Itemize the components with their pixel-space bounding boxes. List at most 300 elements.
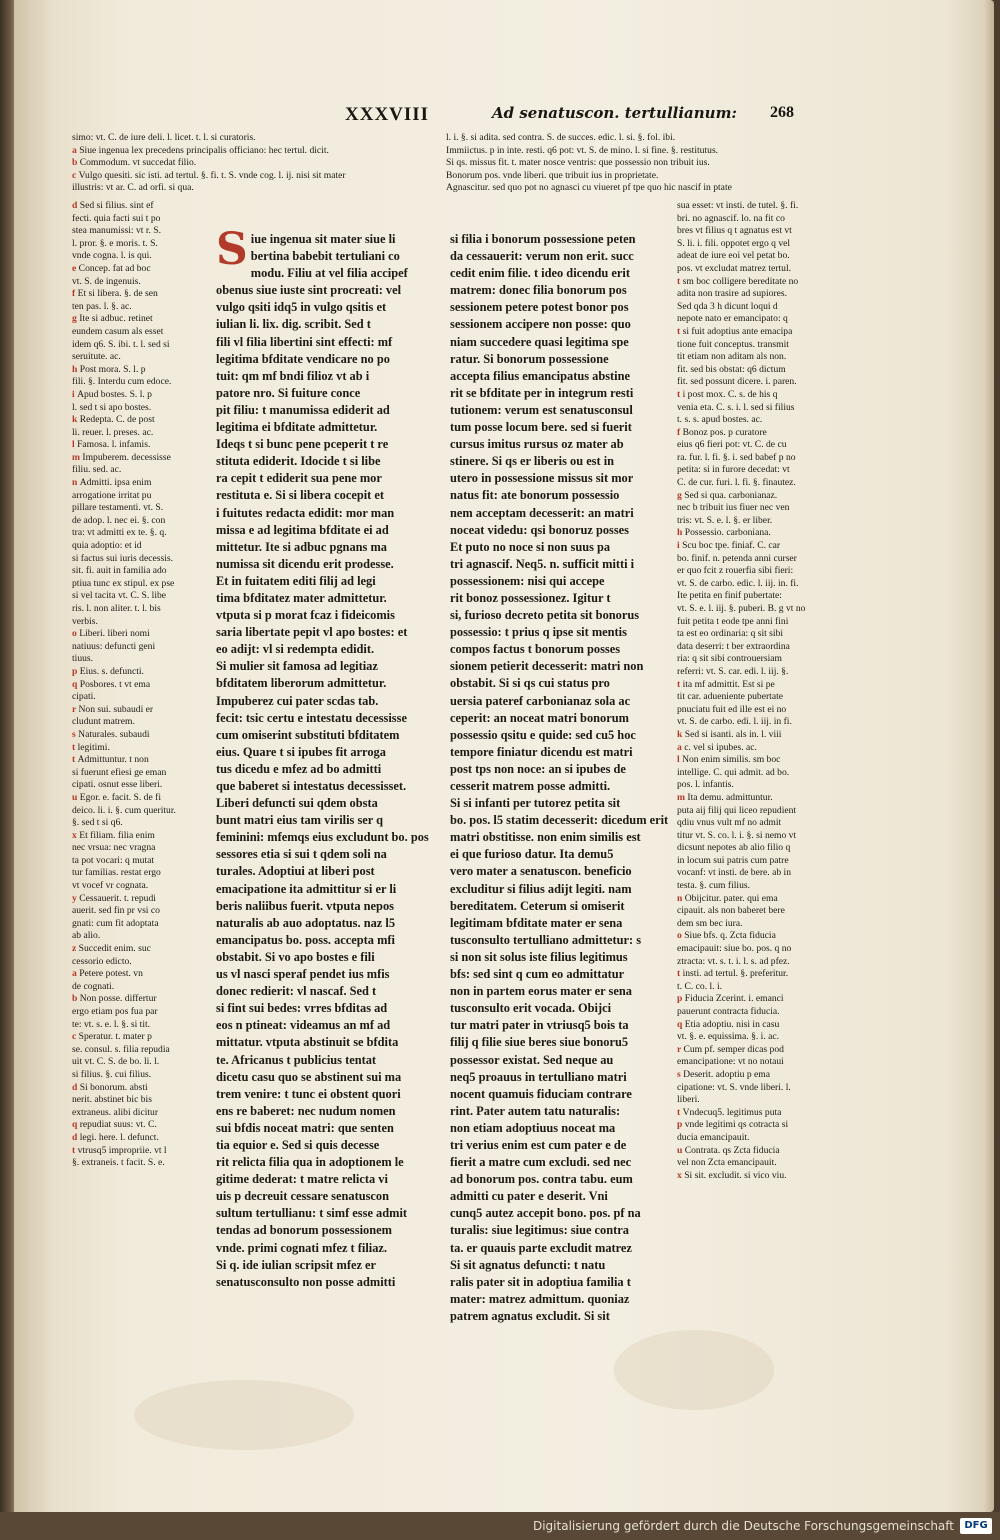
margin-gloss-line: a Petere potest. vn [72, 968, 143, 980]
gloss-marker: f [72, 288, 78, 300]
text-line: Ideqs t si bunc pene pceperit t re [216, 437, 389, 452]
margin-gloss-line: de cognati. [72, 980, 115, 992]
margin-gloss-line: t. s. s. apud bostes. ac. [677, 414, 763, 426]
margin-gloss-line: p Eius. s. defuncti. [72, 665, 144, 677]
gloss-marker: n [677, 892, 685, 904]
text-line: gitime dederat: t matre relicta vi [216, 1172, 388, 1187]
page-header [0, 104, 1000, 134]
margin-gloss-line: ria: q sit sibi controuersiam [677, 653, 782, 665]
text-line: ceperit: an noceat matri bonorum [450, 710, 629, 725]
gloss-marker: t [72, 741, 78, 753]
margin-gloss-line: fuit petita t eode tpe anni fini [677, 615, 789, 627]
gloss-marker: a [72, 144, 80, 156]
margin-gloss-line: l. pror. §. e moris. t. S. [72, 237, 158, 249]
page-number: 268 [770, 104, 794, 121]
text-line: tusconsulto tertulliano admittetur: s [450, 932, 642, 947]
gloss-line: b Commodum. vt succedat filio. [72, 157, 197, 169]
margin-gloss-line: fit. sed possunt dicere. i. paren. [677, 376, 797, 388]
text-line: matrem: donec filia bonorum pos [450, 283, 627, 298]
margin-gloss-line: l Non enim similis. sm boc [677, 754, 781, 766]
margin-gloss-line: testa. §. cum filius. [677, 880, 751, 892]
margin-gloss-line: titur vt. S. co. l. i. §. si nemo vt [677, 829, 797, 841]
text-line: si, furioso decreto petita sit bonorus [450, 608, 640, 623]
text-line: da cessauerit: verum non erit. succ [450, 249, 634, 264]
margin-gloss-line: §. sed t si q6. [72, 817, 123, 829]
text-line: tus dicedu e mfez ad bo admitti [216, 761, 382, 776]
margin-gloss-line: fili. §. Interdu cum edoce. [72, 376, 172, 388]
text-line: ad bonorum pos. contra tabu. eum [450, 1172, 633, 1187]
gloss-marker: s [677, 1068, 684, 1080]
text-line: possessionem: nisi qui accepe [450, 573, 605, 588]
margin-gloss-line: tra: vt admitti ex te. §. q. [72, 527, 167, 539]
right-margin-gloss [677, 200, 835, 1182]
gloss-marker: q [72, 1119, 80, 1131]
text-line: pit filiu: t manumissa ediderit ad [216, 402, 390, 417]
margin-gloss-line: tione fuit conceptus. transmit [677, 338, 789, 350]
margin-gloss-line: l Famosa. l. infamis. [72, 439, 151, 451]
margin-gloss-line: arrogatione irritat pu [72, 489, 152, 501]
margin-gloss-line: pillare testamenti. vt. S. [72, 502, 164, 514]
margin-gloss-line: ptiua tunc ex stipul. ex pse [72, 577, 175, 589]
margin-gloss-line: f Bonoz pos. p curatore [677, 426, 767, 438]
margin-gloss-line: de adop. l. nec ei. §. con [72, 514, 166, 526]
text-line: beris naliibus fuerit. vtputa nepos [216, 898, 394, 913]
margin-gloss-line: dicsunt nepotes ab alio filio q [677, 842, 791, 854]
text-line: ens re baberet: nec nudum nomen [216, 1103, 396, 1118]
margin-gloss-line: vt. §. e. equissima. §. i. ac. [677, 1031, 780, 1043]
gloss-marker: p [677, 993, 685, 1005]
margin-gloss-line: t Admittuntur. t non [72, 754, 149, 766]
text-line: rint. Pater autem tatu naturalis: [450, 1103, 621, 1118]
margin-gloss-line: d Si bonorum. absti [72, 1081, 148, 1093]
text-line: tuit: qm mf bndi filioz vt ab i [216, 368, 370, 383]
gloss-line: Immiictus. p in inte. resti. q6 pot: vt. S. de mino. l. si fine. §. restitutus. [446, 144, 719, 156]
text-line: nem acceptam decesserit: an matri [450, 505, 634, 520]
text-line: si fint sui bedes: vrres bfditas ad [216, 1001, 388, 1016]
text-line: cesserit matrem posse admitti. [450, 779, 611, 793]
gloss-marker: h [677, 527, 685, 539]
margin-gloss-line: si filius. §. cui filius. [72, 1068, 152, 1080]
text-line: tusconsulto erit vocada. Obijci [450, 1001, 612, 1016]
margin-gloss-line: ztracta: vt. s. t. i. l. s. ad pfez. [677, 955, 790, 967]
margin-gloss-line: cludunt matrem. [72, 716, 135, 728]
margin-gloss-line: t Vndecuq5. legitimus puta [677, 1106, 782, 1118]
text-line: tutionem: verum est senatusconsul [450, 402, 633, 417]
margin-gloss-line: ta pot vocari: q mutat [72, 854, 155, 866]
text-line: Liberi defuncti sui qdem obsta [216, 796, 378, 811]
text-line: non etiam adoptiuus noceat ma [450, 1120, 616, 1135]
text-line: accepta filius emancipatus abstine [450, 368, 631, 383]
margin-gloss-line: ergo etiam pos fua par [72, 1006, 158, 1017]
top-right-gloss [446, 132, 836, 195]
gloss-line: illustris: vt ar. C. ad orfi. si qua. [72, 182, 194, 194]
text-line: cedit enim filie. t ideo dicendu erit [450, 266, 630, 281]
margin-gloss-line: t sm boc colligere bereditate no [677, 275, 799, 287]
margin-gloss-line: e Concep. fat ad boc [72, 262, 151, 274]
margin-gloss-line: eius q6 fieri pot: vt. C. de cu [677, 439, 787, 451]
text-line: tia equior e. Sed si quis decesse [216, 1137, 380, 1152]
text-line: que baberet si intestatus decessisset. [216, 779, 407, 793]
margin-gloss-line: se. consul. s. filia repudia [72, 1043, 170, 1055]
main-text-column-right [450, 231, 672, 1325]
text-line: iue ingenua sit mater siue li [250, 232, 396, 246]
text-line: naturalis ab auo adoptatus. naz l5 [216, 915, 396, 930]
margin-gloss-line: tit etiam non aditam als non. [677, 351, 787, 363]
margin-gloss-line: vel non Zcta emancipauit. [677, 1157, 777, 1169]
text-line: legitimam bfditate mater er sena [450, 915, 623, 930]
text-line: admitti cu pater e deserit. Vni [450, 1189, 608, 1204]
margin-gloss-line: r Non sui. subaudi er [72, 703, 154, 715]
margin-gloss-line: pos. l. infantis. [677, 779, 734, 791]
text-line: sessionem petere potest bonor pos [450, 300, 629, 315]
text-line: rit bonoz possessionez. Igitur t [450, 590, 611, 605]
margin-gloss-line: li. reuer. l. preses. ac. [72, 426, 154, 438]
text-line: bfditatem liberorum admittetur. [216, 676, 387, 691]
text-line: bunt matri eius tam virilis ser q [216, 813, 384, 828]
margin-gloss-line: m Ita demu. admittuntur. [677, 791, 773, 803]
text-line: us vl nasci speraf pendet ius mfis [216, 967, 390, 982]
text-line: obenus siue iuste sint procreati: vel [216, 283, 402, 298]
margin-gloss-line: h Post mora. S. l. p [72, 363, 146, 375]
left-margin-gloss [72, 200, 202, 1170]
gloss-marker: p [677, 1119, 685, 1131]
text-line: rit relicta filia qua in adoptionem le [216, 1155, 404, 1170]
gloss-marker: q [677, 1018, 685, 1030]
margin-gloss-line: vt. S. de carbo. edic. l. iij. in. fi. [677, 577, 799, 589]
margin-gloss-line: tit car. adueniente pubertate [677, 691, 784, 703]
gloss-line: Bonorum pos. vnde liberi. que tribuit ius in proprietate. [446, 169, 659, 181]
text-line: trem venire: t tunc ei obstent quori [216, 1086, 401, 1101]
gloss-marker: s [72, 728, 79, 740]
margin-gloss-line: si vel tacita vt. C. S. libe [72, 590, 167, 602]
margin-gloss-line: vocanf: vt insti. de bere. ab in [677, 867, 792, 879]
paper-stain [134, 1380, 354, 1450]
margin-gloss-line: cessorio edicto. [72, 955, 132, 967]
margin-gloss-line: ris. l. non aliter. t. l. bis [72, 603, 161, 614]
gloss-line: l. i. §. si adita. sed contra. S. de succes. edic. l. si. §. fol. ibi. [446, 132, 676, 143]
margin-gloss-line: liberi. [677, 1094, 700, 1106]
text-line: niam succedere quasi legitima spe [450, 334, 629, 349]
text-line: donec redierit: vl nascaf. Sed t [216, 984, 377, 999]
gloss-marker: n [72, 477, 80, 489]
margin-gloss-line: l. sed t si apo bostes. [72, 401, 152, 413]
margin-gloss-line: k Sed si isanti. als in. l. viii [677, 728, 782, 740]
margin-gloss-line: o Siue bfs. q. Zcta fiducia [677, 930, 776, 942]
gloss-marker: p [72, 665, 80, 677]
margin-gloss-line: a c. vel si ipubes. ac. [677, 741, 757, 753]
margin-gloss-line: puta aij filij qui liceo repudient [677, 804, 797, 816]
gloss-marker: t [677, 388, 683, 400]
margin-gloss-line: adita non trasire ad supiores. [677, 288, 788, 300]
gloss-marker: r [677, 1043, 684, 1055]
gloss-marker: z [72, 943, 79, 955]
text-line: cursus imitus rursus oz mater ab [450, 437, 624, 452]
margin-gloss-line: quia adoptio: et id [72, 540, 142, 552]
text-line: vero mater a senatuscon. beneficio [450, 864, 632, 879]
text-line: obstabit. Si vo apo bostes e fili [216, 949, 375, 964]
margin-gloss-line: cipauit. als non baberet bere [677, 905, 785, 917]
margin-gloss-line: q repudiat suus: vt. C. [72, 1119, 157, 1131]
margin-gloss-line: t legitimi. [72, 741, 110, 753]
margin-gloss-line: nec b tribuit ius fiuer nec ven [677, 502, 790, 514]
text-line: fierit a matre cum excludi. sed nec [450, 1155, 632, 1170]
margin-gloss-line: x Si sit. excludit. si vico viu. [677, 1169, 787, 1181]
gloss-marker: k [72, 414, 80, 426]
gloss-marker: e [72, 262, 79, 274]
margin-gloss-line: tiuus. [72, 653, 94, 665]
margin-gloss-line: extraneus. alibi dicitur [72, 1106, 159, 1118]
margin-gloss-line: ducia emancipauit. [677, 1131, 750, 1143]
gloss-marker: u [677, 1144, 685, 1156]
gloss-line: a Siue ingenua lex precedens principalis officiano: hec tertul. dicit. [72, 144, 329, 156]
text-line: eo adijt: vl si redempta edidit. [216, 642, 375, 657]
margin-gloss-line: te: vt. s. e. l. §. si tit. [72, 1018, 151, 1030]
text-line: bertina babebit tertuliani co [250, 249, 400, 264]
margin-gloss-line: o Liberi. liberi nomi [72, 628, 150, 640]
margin-gloss-line: d legi. here. l. defunct. [72, 1131, 159, 1143]
margin-gloss-line: t i post mox. C. s. de his q [677, 388, 778, 400]
gloss-marker: l [72, 439, 78, 451]
text-line: tima bfditatez mater admittetur. [216, 590, 387, 605]
margin-gloss-line: vt. S. e. l. iij. §. puberi. B. g vt no [677, 603, 806, 614]
text-line: tum posse locum bere. sed si fuerit [450, 420, 632, 435]
margin-gloss-line: bres vt filius q t agnatus est vt [677, 225, 792, 237]
gloss-marker: d [72, 200, 80, 211]
text-line: tempore finiatur dicendu est matri [450, 744, 633, 759]
text-line: turalis: siue legitimus: siue contra [450, 1223, 629, 1238]
margin-gloss-line: b Non posse. differtur [72, 993, 157, 1005]
gloss-marker: i [677, 540, 683, 552]
margin-gloss-line: natiuus: defuncti geni [72, 640, 156, 652]
margin-gloss-line: vt vocef vr cognata. [72, 880, 149, 892]
margin-gloss-line: t ita mf admittit. Est si pe [677, 678, 775, 690]
text-line: mittatur. vtputa abstinuit se bfdita [216, 1035, 399, 1050]
gloss-marker: y [72, 892, 80, 904]
text-line: te. Africanus t publicius tentat [216, 1052, 377, 1067]
margin-gloss-line: S. li. i. fili. oppotet ergo q vel [677, 237, 791, 249]
margin-gloss-line: venia eta. C. s. i. l. sed si filius [677, 401, 795, 413]
text-line: emancipatus bo. poss. accepta mfi [216, 932, 395, 947]
text-line: compos factus t bonorum posses [450, 642, 621, 657]
margin-gloss-line: pauerunt contracta fiducia. [677, 1006, 780, 1017]
gloss-marker: g [677, 489, 685, 501]
margin-gloss-line: cipati. osnut esse liberi. [72, 779, 163, 791]
margin-gloss-line: pnuciatu fuit ed ille est ei no [677, 703, 787, 715]
margin-gloss-line: dem sm bec iura. [677, 917, 743, 929]
margin-gloss-line: seruitute. ac. [72, 351, 121, 363]
margin-gloss-line: f Et si libera. §. de sen [72, 288, 158, 300]
text-line: neq5 proauus in tertulliano matri [450, 1069, 627, 1084]
margin-gloss-line: ab alio. [72, 930, 101, 942]
gloss-marker: b [72, 993, 80, 1005]
text-line: vtputa si p morat fcaz i fideicomis [216, 608, 395, 623]
text-line: fecit: tsic certu e intestatu decessisse [216, 710, 407, 725]
margin-gloss-line: gnati: cum fit adoptata [72, 917, 159, 929]
text-line: Et in fuitatem editi filij ad legi [216, 573, 376, 588]
gloss-marker: a [72, 968, 80, 980]
text-line: sessionem accipere non posse: quo [450, 317, 631, 332]
text-line: excluditur si filius adijt legiti. nam [450, 881, 632, 896]
text-line: sui bfdis noceat matri: que senten [216, 1120, 394, 1135]
margin-gloss-line: auerit. sed fin pr vsi co [72, 905, 160, 917]
margin-gloss-line: s Deserit. adoptiu p ema [677, 1068, 770, 1080]
text-line: eos n ptineat: videamus an mf ad [216, 1018, 391, 1033]
text-line: tur matri pater in vtriusq5 bois ta [450, 1018, 629, 1033]
margin-gloss-line: p Fiducia Zcerint. i. emanci [677, 993, 784, 1005]
text-line: restituta e. Si si libera cocepit et [216, 488, 385, 503]
margin-gloss-line: Ite petita en finif pubertate: [677, 590, 782, 602]
text-line: mater: matrez admittum. quoniaz [450, 1291, 630, 1306]
margin-gloss-line: z Succedit enim. suc [72, 943, 151, 955]
text-line: bo. pos. l5 statim decesserit: dicedum erit [450, 813, 669, 828]
text-line: ra cepit t ediderit sua pene mor [216, 471, 382, 486]
text-line: vnde. primi cognati mfez t filiaz. [216, 1240, 388, 1255]
margin-gloss-line: nepote nato er emancipato: q [677, 313, 788, 325]
gloss-marker: a [677, 741, 685, 753]
text-line: modu. Filiu at vel filia accipef [250, 266, 408, 281]
gloss-marker: c [72, 169, 79, 181]
gloss-marker: m [72, 451, 83, 463]
text-line: si non sit solus iste filius legitimus [450, 949, 628, 964]
margin-gloss-line: d Sed si filius. sint ef [72, 200, 154, 211]
gloss-marker: t [677, 968, 683, 980]
text-line: turales. Adoptiui at liberi post [216, 864, 375, 879]
text-line: senatusconsulto non posse admitti [216, 1274, 396, 1289]
text-line: possessor existat. Sed neque au [450, 1052, 614, 1067]
margin-gloss-line: cipati. [72, 691, 96, 703]
margin-gloss-line: ra. fur. l. fi. §. i. sed babef p no [677, 451, 796, 463]
margin-gloss-line: g Ite si adbuc. retinet [72, 313, 153, 325]
text-line: bereditatem. Ceterum si omiserit [450, 898, 625, 913]
gloss-marker: q [72, 678, 80, 690]
text-line: obstabit. Si si qs cui status pro [450, 676, 610, 691]
text-line: nocent quamuis fiduciam contrare [450, 1086, 632, 1101]
text-line: legitima ei bfditate admittetur. [216, 420, 378, 435]
margin-gloss-line: q Etia adoptiu. nisi in casu [677, 1018, 780, 1030]
text-line: bfs: sed sint q cum eo admittatur [450, 967, 625, 982]
margin-gloss-line: t insti. ad tertul. §. preferitur. [677, 968, 789, 980]
text-line: ralis pater sit in adoptiua familia t [450, 1274, 631, 1289]
text-line: post tps non noce: an si ipubes de [450, 761, 626, 776]
text-line: Impuberez cui pater scdas tab. [216, 693, 379, 708]
margin-gloss-line: C. de cur. furi. l. fi. §. finautez. [677, 477, 796, 489]
text-line: Si mulier sit famosa ad legitiaz [216, 659, 378, 674]
margin-gloss-line: tur familias. restat ergo [72, 867, 161, 879]
gloss-marker: g [72, 313, 80, 325]
page-edge [984, 0, 994, 1512]
text-line: patrem agnatus excludit. Si sit [450, 1308, 610, 1323]
margin-gloss-line: ta est eo ordinaria: q sit sibi [677, 628, 784, 640]
margin-gloss-line: vt. S. de carbo. edi. l. iij. in fi. [677, 716, 792, 728]
text-line: tri verius enim est cum pater e de [450, 1137, 627, 1152]
gloss-marker: c [72, 1031, 79, 1043]
gloss-marker: t [72, 1144, 78, 1156]
margin-gloss-line: y Cessauerit. t. repudi [72, 892, 156, 904]
margin-gloss-line: er quo fcit z rouerfia sibi fieri: [677, 565, 794, 577]
decorated-initial: S [216, 224, 248, 275]
margin-gloss-line: sua esset: vt insti. de tutel. §. fi. [677, 200, 799, 211]
margin-gloss-line: referri: vt. S. car. edi. l. iij. §. [677, 665, 789, 677]
text-line: stituta ediderit. Idocide t si libe [216, 454, 381, 469]
gloss-marker: d [72, 1131, 80, 1143]
text-line: tendas ad bonorum possessionem [216, 1223, 392, 1238]
margin-gloss-line: s Naturales. subaudi [72, 728, 150, 740]
margin-gloss-line: k Redepta. C. de post [72, 414, 155, 426]
running-title: Ad senatuscon. tertullianum: [492, 104, 737, 122]
gloss-marker: h [72, 363, 80, 375]
gloss-marker: t [677, 325, 683, 337]
margin-gloss-line: cipatione: vt. S. vnde liberi. l. [677, 1081, 791, 1093]
text-line: Si sit agnatus defuncti: t natu [450, 1257, 606, 1272]
margin-gloss-line: emacipauit: siue bo. pos. q no [677, 943, 792, 955]
margin-gloss-line: data deserri: t ber extraordina [677, 640, 790, 652]
margin-gloss-line: i Apud bostes. S. l. p [72, 388, 152, 400]
margin-gloss-line: filiu. sed. ac. [72, 464, 122, 476]
main-text-column-left [216, 224, 432, 1291]
text-line: utero in possessione missus sit mor [450, 471, 634, 486]
margin-gloss-line: c Speratur. t. mater p [72, 1031, 152, 1043]
text-line: numissa sit dicendu erit prodesse. [216, 556, 394, 571]
text-line: missa e ad legitima bfditate ei ad [216, 522, 389, 537]
margin-gloss-line: verbis. [72, 615, 98, 627]
gloss-marker: k [677, 728, 685, 740]
margin-gloss-line: uit vt. C. S. de bo. li. l. [72, 1056, 160, 1068]
margin-gloss-line: n Obijcitur. pater. qui ema [677, 892, 778, 904]
margin-gloss-line: i Scu boc tpe. finiaf. C. car [677, 540, 781, 552]
text-line: sionem petierit decesserit: matri non [450, 659, 644, 674]
margin-gloss-line: intellige. C. qui admit. ad bo. [677, 766, 790, 778]
margin-gloss-line: adeat de iure eoi vel petat bo. [677, 250, 790, 262]
margin-gloss-line: petita: si in furore decedat: vt [677, 464, 790, 476]
text-line: non in partem eorus mater er sena [450, 984, 632, 999]
margin-gloss-line: t vtrusq5 impropriie. vt l [72, 1144, 167, 1156]
margin-gloss-line: §. extraneis. t facit. S. e. [72, 1157, 165, 1169]
text-line: matri obstitisse. non enim similis est [450, 830, 641, 845]
text-line: iulian li. lix. dig. scribit. Sed t [216, 317, 371, 332]
margin-gloss-line: bri. no agnascif. lo. na fit co [677, 212, 785, 224]
text-line: ta. er quauis parte excludit matrez [450, 1240, 632, 1255]
margin-gloss-line: idem q6. S. ibi. t. l. sed si [72, 338, 170, 350]
margin-gloss-line: g Sed si qua. carbonianaz. [677, 489, 778, 501]
margin-gloss-line: q Posbores. t vt ema [72, 678, 151, 690]
margin-gloss-line: Sed qda 3 h dicunt loqui d [677, 300, 778, 312]
gloss-marker: r [72, 703, 79, 715]
margin-gloss-line: fit. sed bis obstat: q6 dictum [677, 363, 786, 375]
margin-gloss-line: fecti. quia facti sui t po [72, 212, 161, 224]
gloss-marker: t [677, 275, 683, 287]
gloss-marker: i [72, 388, 78, 400]
margin-gloss-line: p vnde legitimi qs cotracta si [677, 1119, 789, 1131]
margin-gloss-line: si fuerunt efiesi ge eman [72, 766, 167, 778]
margin-gloss-line: in locum sui patris cum patre [677, 854, 789, 866]
paper-stain [614, 1330, 774, 1410]
margin-gloss-line: vnde cogna. l. is qui. [72, 250, 152, 262]
text-line: Si si infanti per tutorez petita sit [450, 796, 621, 811]
text-line: uersia pateref carbonianaz sola ac [450, 693, 631, 708]
margin-gloss-line: eundem casum als esset [72, 325, 164, 337]
text-line: tri agnascif. Neq5. n. sufficit mitti i [450, 556, 635, 571]
gloss-marker: m [677, 791, 688, 803]
text-line: emacipatione ita admittitur si er li [216, 881, 397, 896]
text-line: si filia i bonorum possessione peten [450, 232, 636, 246]
text-line: noceat videdu: qsi bonoruz posses [450, 522, 630, 537]
margin-gloss-line: t. C. co. l. i. [677, 980, 723, 992]
text-line: sessores etia si sui t qdem soli na [216, 847, 387, 862]
gloss-marker: x [677, 1169, 685, 1181]
margin-gloss-line: t si fuit adoptius ante emacipa [677, 325, 793, 337]
text-line: cum omiserint substituti bfditatem [216, 727, 400, 742]
gloss-marker: t [72, 754, 78, 766]
